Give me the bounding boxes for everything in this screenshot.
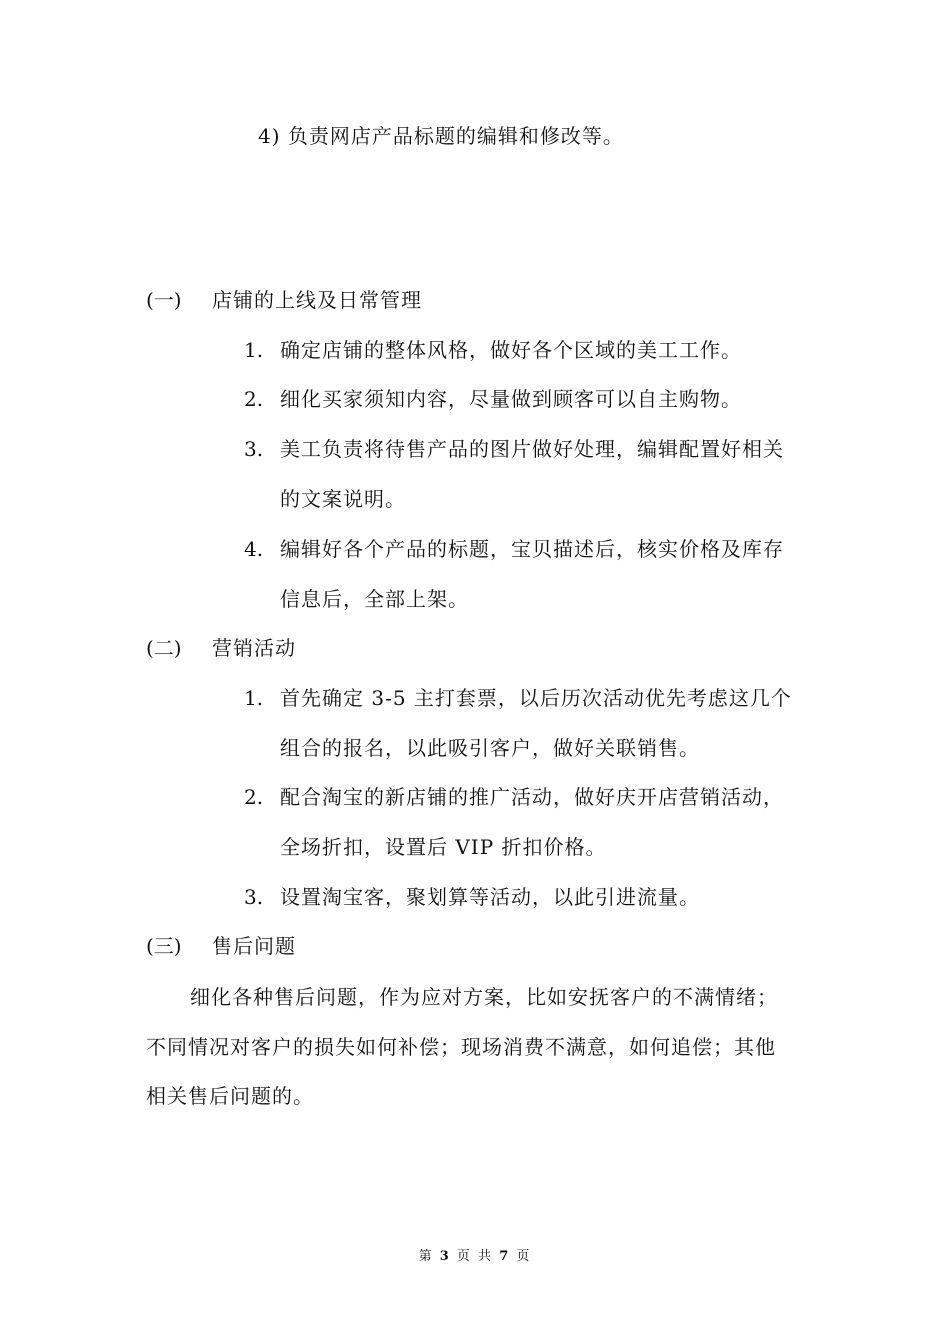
section-3-paragraph-line-3: 相关售后问题的。 [146, 1084, 314, 1108]
footer-suffix: 页 [516, 1249, 532, 1264]
footer-prefix: 第 [418, 1249, 434, 1264]
section-1-item-3-text-line-1: 美工负责将待售产品的图片做好处理，编辑配置好相关 [280, 437, 784, 461]
section-1-item-4-text-line-2: 信息后，全部上架。 [280, 587, 469, 611]
section-1-item-2-number: 2. [244, 387, 264, 411]
section-2-item-1-text-line-2: 组合的报名，以此吸引客户，做好关联销售。 [280, 736, 700, 760]
intro-list-item: 4) 负责网店产品标题的编辑和修改等。 [258, 124, 624, 148]
footer-middle: 页 共 [456, 1249, 494, 1264]
section-2-item-3-text: 设置淘宝客，聚划算等活动，以此引进流量。 [280, 885, 700, 909]
footer-current-page: 3 [439, 1249, 451, 1264]
section-2-heading: 营销活动 [212, 636, 296, 660]
section-1-item-4-number: 4. [244, 537, 264, 561]
section-1-item-2-text: 细化买家须知内容，尽量做到顾客可以自主购物。 [280, 387, 742, 411]
section-2-item-2-number: 2. [244, 785, 264, 809]
section-1-item-3-number: 3. [244, 437, 264, 461]
section-1-item-4-text-line-1: 编辑好各个产品的标题，宝贝描述后，核实价格及库存 [280, 537, 784, 561]
section-2-item-2-text-line-2: 全场折扣，设置后 VIP 折扣价格。 [280, 835, 607, 859]
footer-total-pages: 7 [499, 1249, 511, 1264]
section-1-marker: (一) [146, 288, 182, 312]
section-2-item-3-number: 3. [244, 885, 264, 909]
section-3-paragraph-line-1: 细化各种售后问题，作为应对方案，比如安抚客户的不满情绪； [190, 985, 778, 1009]
section-1-heading: 店铺的上线及日常管理 [212, 288, 422, 312]
section-3-heading: 售后问题 [212, 934, 296, 958]
section-1-item-1-number: 1. [244, 338, 264, 362]
section-2-item-1-text-line-1: 首先确定 3-5 主打套票，以后历次活动优先考虑这几个 [280, 686, 792, 710]
page-footer [0, 1248, 950, 1266]
section-2-marker: (二) [146, 636, 182, 660]
section-1-item-1-text: 确定店铺的整体风格，做好各个区域的美工工作。 [280, 338, 742, 362]
section-3-marker: (三) [146, 934, 182, 958]
section-1-item-3-text-line-2: 的文案说明。 [280, 487, 406, 511]
section-3-paragraph-line-2: 不同情况对客户的损失如何补偿；现场消费不满意，如何追偿；其他 [146, 1035, 776, 1059]
section-2-item-2-text-line-1: 配合淘宝的新店铺的推广活动，做好庆开店营销活动， [280, 785, 784, 809]
section-2-item-1-number: 1. [244, 686, 264, 710]
